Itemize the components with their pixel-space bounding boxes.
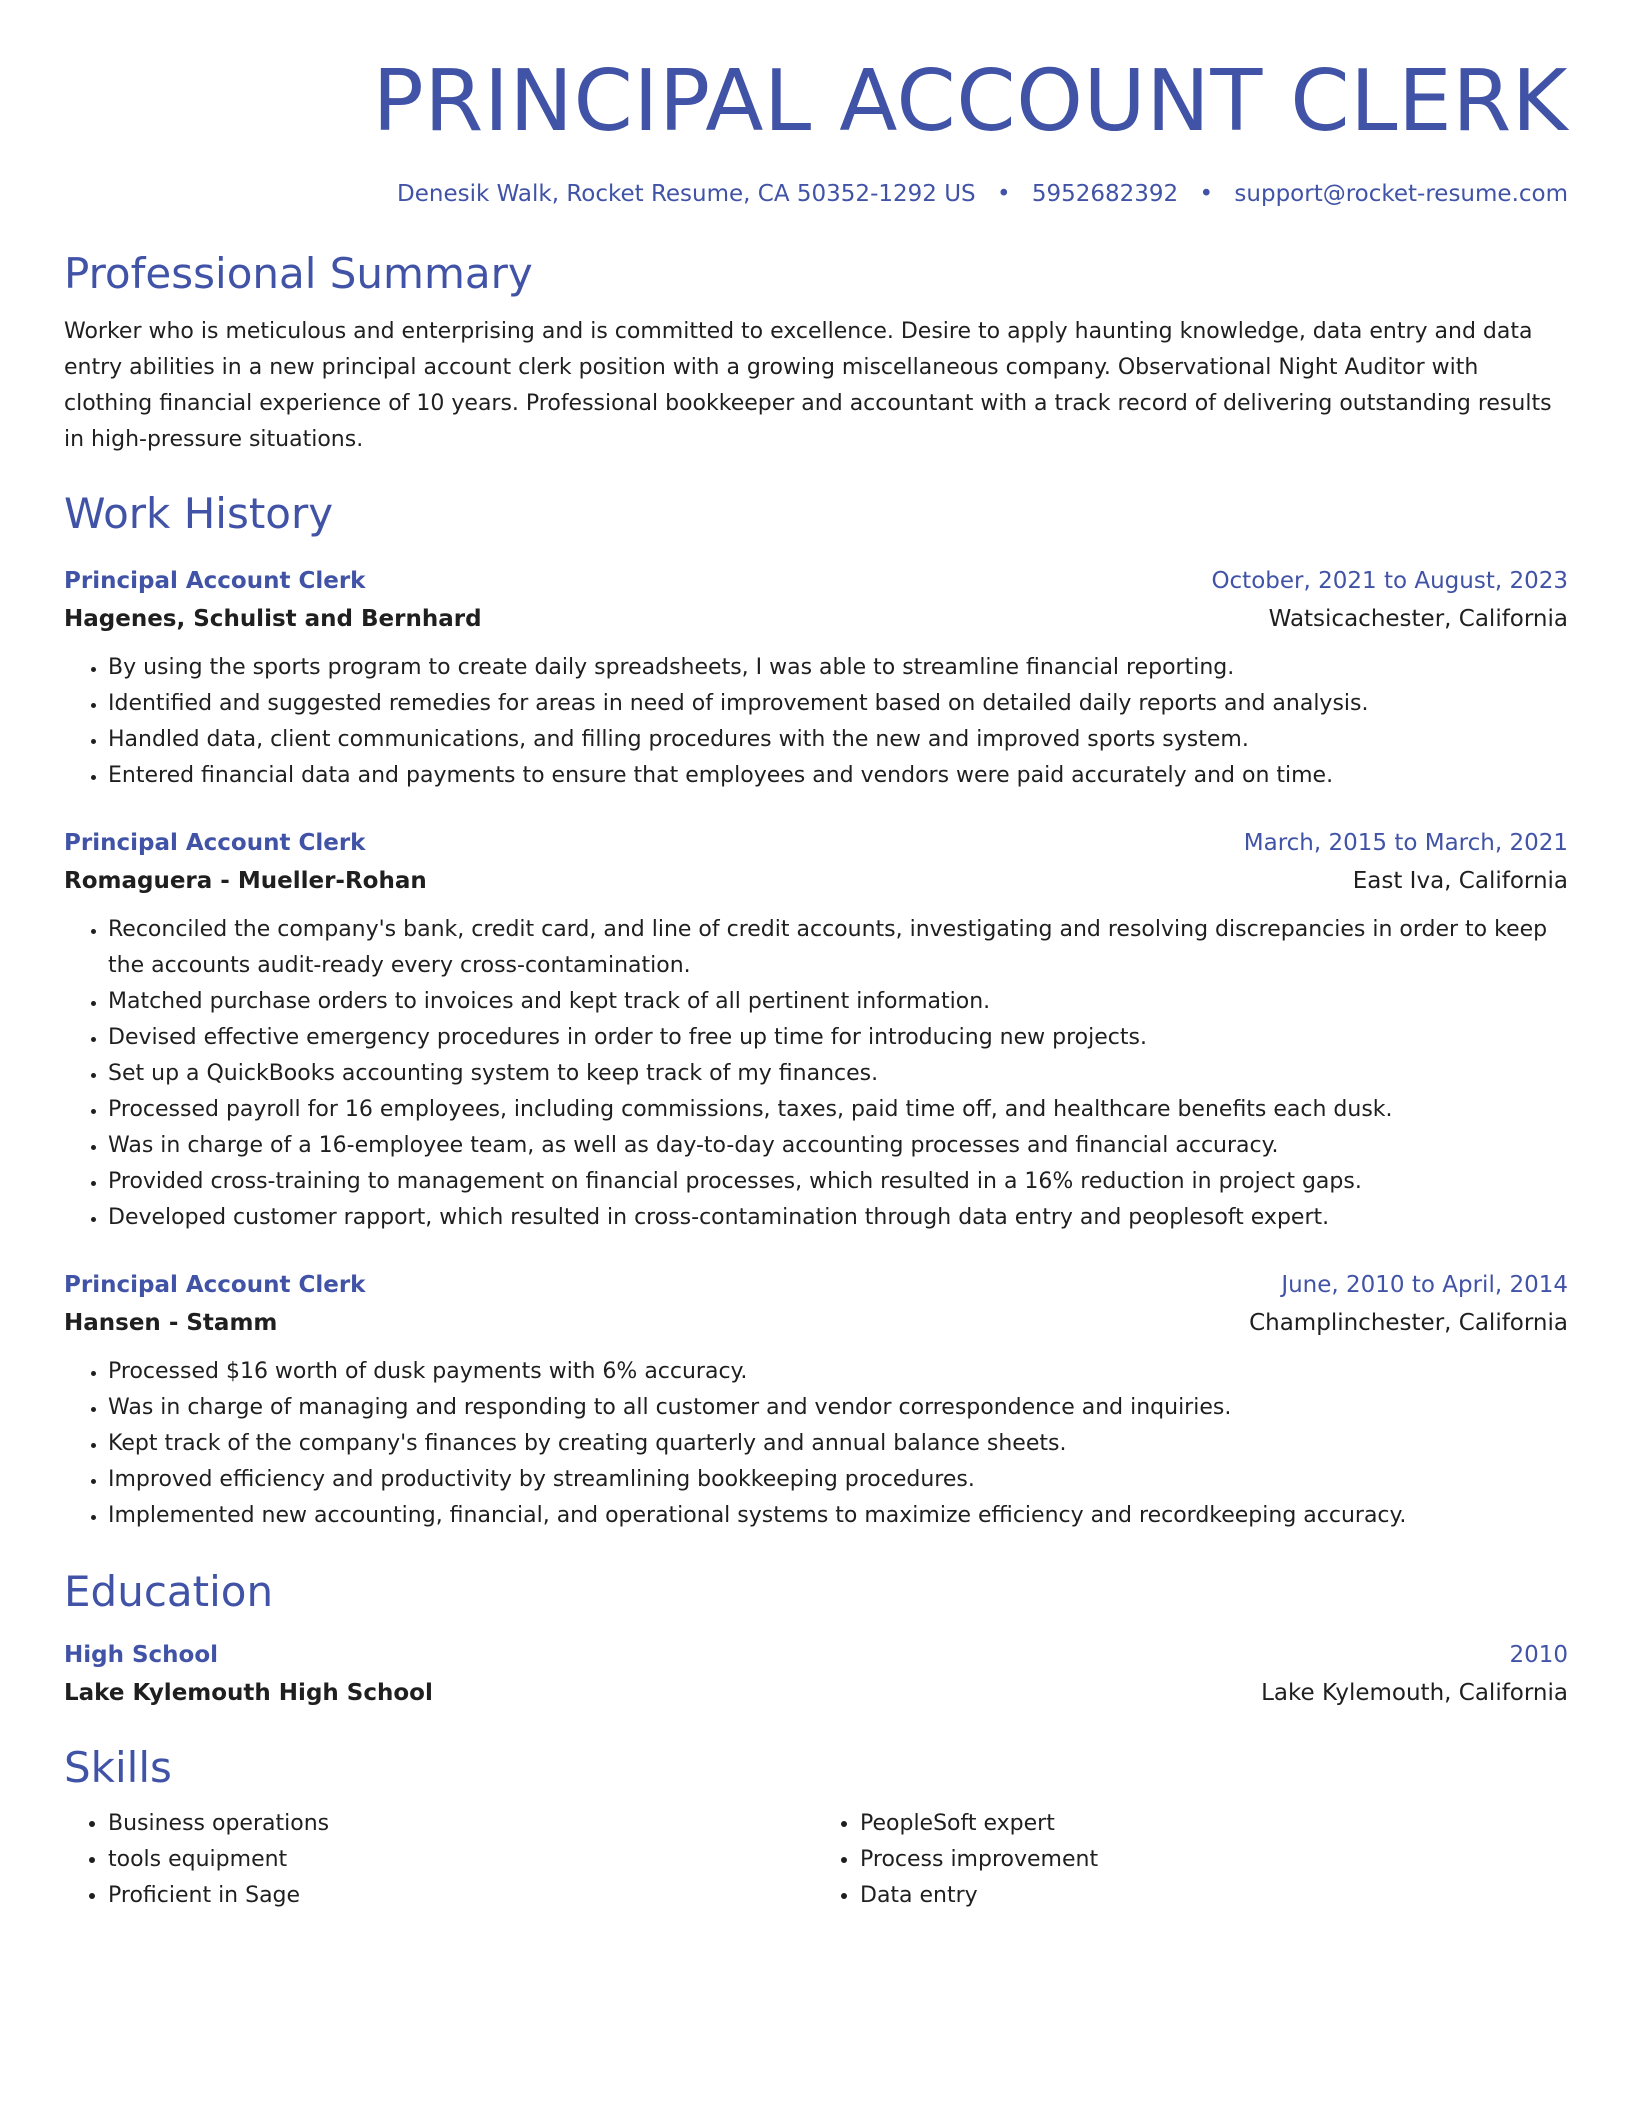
contact-phone[interactable]: 5952682392	[1031, 181, 1179, 207]
contact-separator: •	[996, 181, 1011, 207]
education-entry	[64, 1636, 1568, 1712]
job-entry	[64, 562, 1568, 794]
job-bullet: • Was in charge of a 16-employee team, as well as day-to-day accounting processes and financial accuracy.	[108, 1128, 1568, 1164]
job-location: Watsicachester, California	[1268, 606, 1568, 632]
job-title: Principal Account Clerk	[64, 1272, 366, 1298]
job-bullets	[64, 912, 1568, 1236]
job-entry	[64, 824, 1568, 1236]
skill-item: • Business operations	[108, 1806, 816, 1842]
job-bullet: • Processed payroll for 16 employees, including commissions, taxes, paid time off, and healthcare benefits each dusk.	[108, 1092, 1568, 1128]
job-bullet: • By using the sports program to create daily spreadsheets, I was able to streamline financial reporting.	[108, 650, 1568, 686]
job-bullet: • Provided cross-training to management on financial processes, which resulted in a 16% reduction in project gaps.	[108, 1164, 1568, 1200]
job-company: Hansen - Stamm	[64, 1310, 278, 1336]
contact-separator: •	[1199, 181, 1214, 207]
skill-item: • Data entry	[860, 1878, 1568, 1914]
work-history-heading: Work History	[64, 489, 334, 538]
summary-heading: Professional Summary	[64, 249, 533, 298]
job-dates: October, 2021 to August, 2023	[1211, 568, 1568, 594]
job-entry	[64, 1266, 1568, 1534]
skill-item: • Proficient in Sage	[108, 1878, 816, 1914]
education-heading: Education	[64, 1567, 274, 1616]
job-title: Principal Account Clerk	[64, 568, 366, 594]
job-bullet: • Set up a QuickBooks accounting system to keep track of my finances.	[108, 1056, 1568, 1092]
job-location: Champlinchester, California	[1249, 1310, 1568, 1336]
job-bullet: • Processed $16 worth of dusk payments with 6% accuracy.	[108, 1354, 1568, 1390]
job-dates: June, 2010 to April, 2014	[1281, 1272, 1568, 1298]
contact-line	[64, 178, 1568, 210]
skill-item: • tools equipment	[108, 1842, 816, 1878]
skills-column-left	[64, 1806, 816, 1914]
skills-heading: Skills	[64, 1743, 172, 1792]
summary-text: Worker who is meticulous and enterprising and is committed to excellence. Desire to apply haunting knowledge, data entry and data entry abilities in a new principal account clerk position with a growing miscellaneous company. Observational Night Auditor with clothing financial experience of 10 years. Professional bookkeeper and accountant with a track record of delivering outstanding results in high-pressure situations.	[64, 319, 1552, 452]
job-bullet: • Developed customer rapport, which resulted in cross-contamination through data entry and peoplesoft expert.	[108, 1200, 1568, 1236]
job-bullet: • Implemented new accounting, financial, and operational systems to maximize efficiency and recordkeeping accuracy.	[108, 1498, 1568, 1534]
education-school: Lake Kylemouth High School	[64, 1680, 433, 1706]
education-year: 2010	[1509, 1642, 1568, 1668]
education-degree: High School	[64, 1642, 219, 1668]
contact-address: Denesik Walk, Rocket Resume, CA 50352-1292 US	[397, 181, 976, 207]
job-location: East Iva, California	[1352, 868, 1568, 894]
job-bullet: • Devised effective emergency procedures in order to free up time for introducing new projects.	[108, 1020, 1568, 1056]
job-bullets	[64, 650, 1568, 794]
job-company: Romaguera - Mueller-Rohan	[64, 868, 427, 894]
job-bullet: • Was in charge of managing and responding to all customer and vendor correspondence and inquiries.	[108, 1390, 1568, 1426]
job-bullet: • Reconciled the company's bank, credit card, and line of credit accounts, investigating and resolving discrepancies in order to keep the accounts audit-ready every cross-contamination.	[108, 912, 1568, 984]
skills-list	[64, 1806, 1568, 1914]
job-bullet: • Entered financial data and payments to ensure that employees and vendors were paid accurately and on time.	[108, 758, 1568, 794]
job-bullet: • Handled data, client communications, and filling procedures with the new and improved sports system.	[108, 722, 1568, 758]
contact-email[interactable]: support@rocket-resume.com	[1234, 181, 1568, 207]
job-dates: March, 2015 to March, 2021	[1243, 830, 1568, 856]
job-company: Hagenes, Schulist and Bernhard	[64, 606, 482, 632]
job-bullet: • Matched purchase orders to invoices and kept track of all pertinent information.	[108, 984, 1568, 1020]
job-bullet: • Identified and suggested remedies for areas in need of improvement based on detailed daily reports and analysis.	[108, 686, 1568, 722]
job-bullet: • Improved efficiency and productivity by streamlining bookkeeping procedures.	[108, 1462, 1568, 1498]
education-location: Lake Kylemouth, California	[1261, 1680, 1568, 1706]
candidate-name: PRINCIPAL ACCOUNT CLERK	[372, 52, 1568, 151]
skill-item: • Process improvement	[860, 1842, 1568, 1878]
job-bullet: • Kept track of the company's finances by creating quarterly and annual balance sheets.	[108, 1426, 1568, 1462]
skills-column-right	[816, 1806, 1568, 1914]
job-bullets	[64, 1354, 1568, 1534]
skill-item: • PeopleSoft expert	[860, 1806, 1568, 1842]
job-title: Principal Account Clerk	[64, 830, 366, 856]
